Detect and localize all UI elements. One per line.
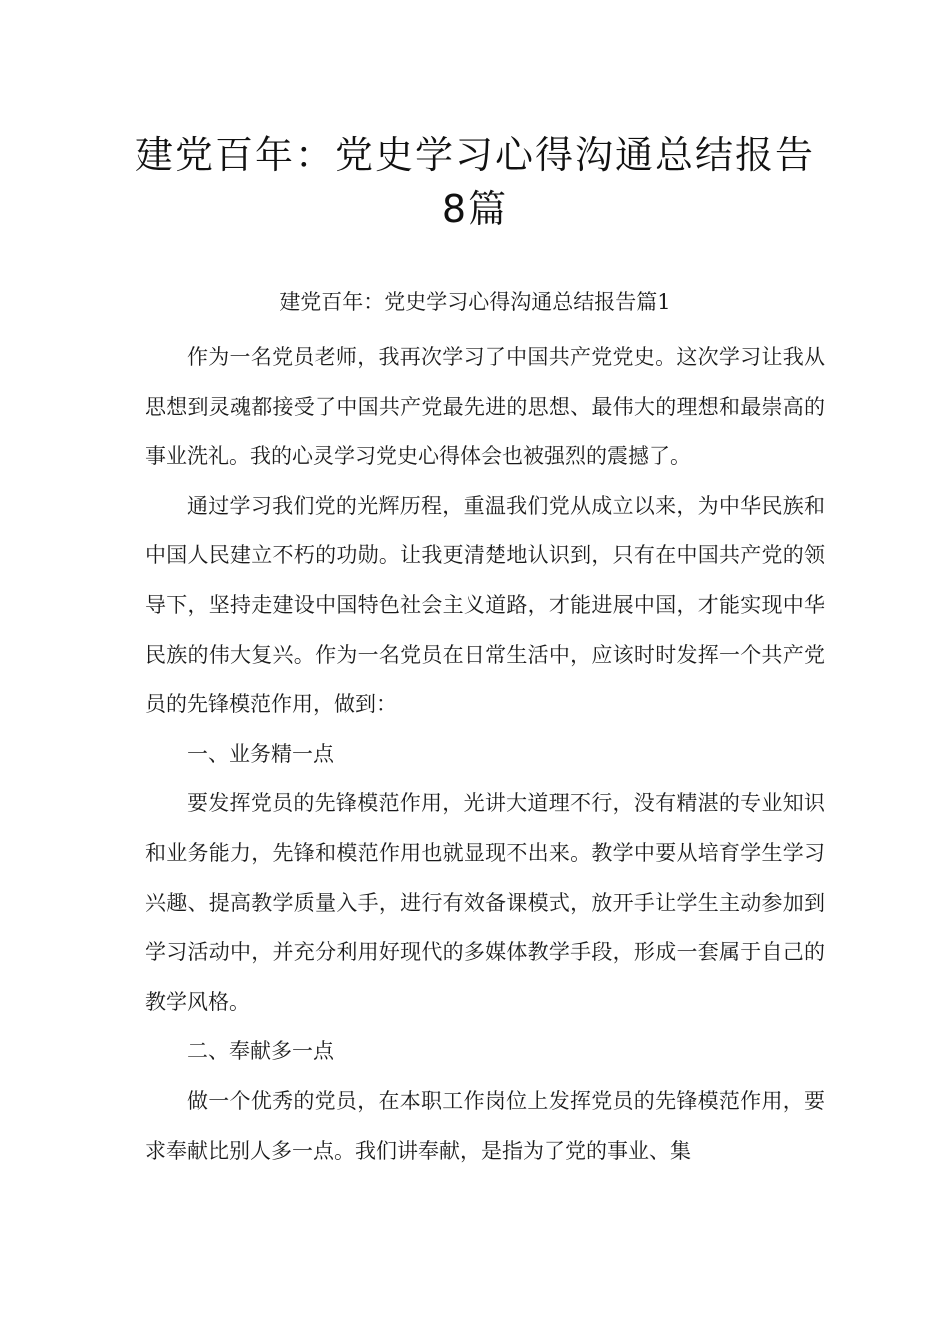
document-body <box>145 333 825 1176</box>
paragraph-dedication: 做一个优秀的党员，在本职工作岗位上发挥党员的先锋模范作用，要求奉献比别人多一点。我们讲奉献，是指为了党的事业、集 <box>145 1088 825 1163</box>
subheading-dedication: 二、奉献多一点 <box>187 1039 334 1064</box>
document-title-line-2: 8篇 <box>441 187 509 231</box>
document-title <box>60 128 890 236</box>
section-heading: 建党百年：党史学习心得沟通总结报告篇1 <box>279 290 671 314</box>
paragraph-history: 通过学习我们党的光辉历程，重温我们党从成立以来，为中华民族和中国人民建立不朽的功勋。让我更清楚地认识到，只有在中国共产党的领导下，坚持走建设中国特色社会主义道路，才能进展中国，才能实现中华民族的伟大复兴。作为一名党员在日常生活中，应该时时发挥一个共产党员的先锋模范作用，做到： <box>145 493 825 717</box>
paragraph-intro: 作为一名党员老师，我再次学习了中国共产党党史。这次学习让我从思想到灵魂都接受了中国共产党最先进的思想、最伟大的理想和最崇高的事业洗礼。我的心灵学习党史心得体会也被强烈的震撼了。 <box>145 345 825 469</box>
subheading-business: 一、业务精一点 <box>187 741 334 766</box>
paragraph-business: 要发挥党员的先锋模范作用，光讲大道理不行，没有精湛的专业知识和业务能力，先锋和模范作用也就显现不出来。教学中要从培育学生学习兴趣、提高教学质量入手，进行有效备课模式，放开手让学生主动参加到学习活动中，并充分利用好现代的多媒体教学手段，形成一套属于自己的教学风格。 <box>145 791 825 1014</box>
document-title-line-1: 建党百年：党史学习心得沟通总结报告 <box>134 133 815 177</box>
